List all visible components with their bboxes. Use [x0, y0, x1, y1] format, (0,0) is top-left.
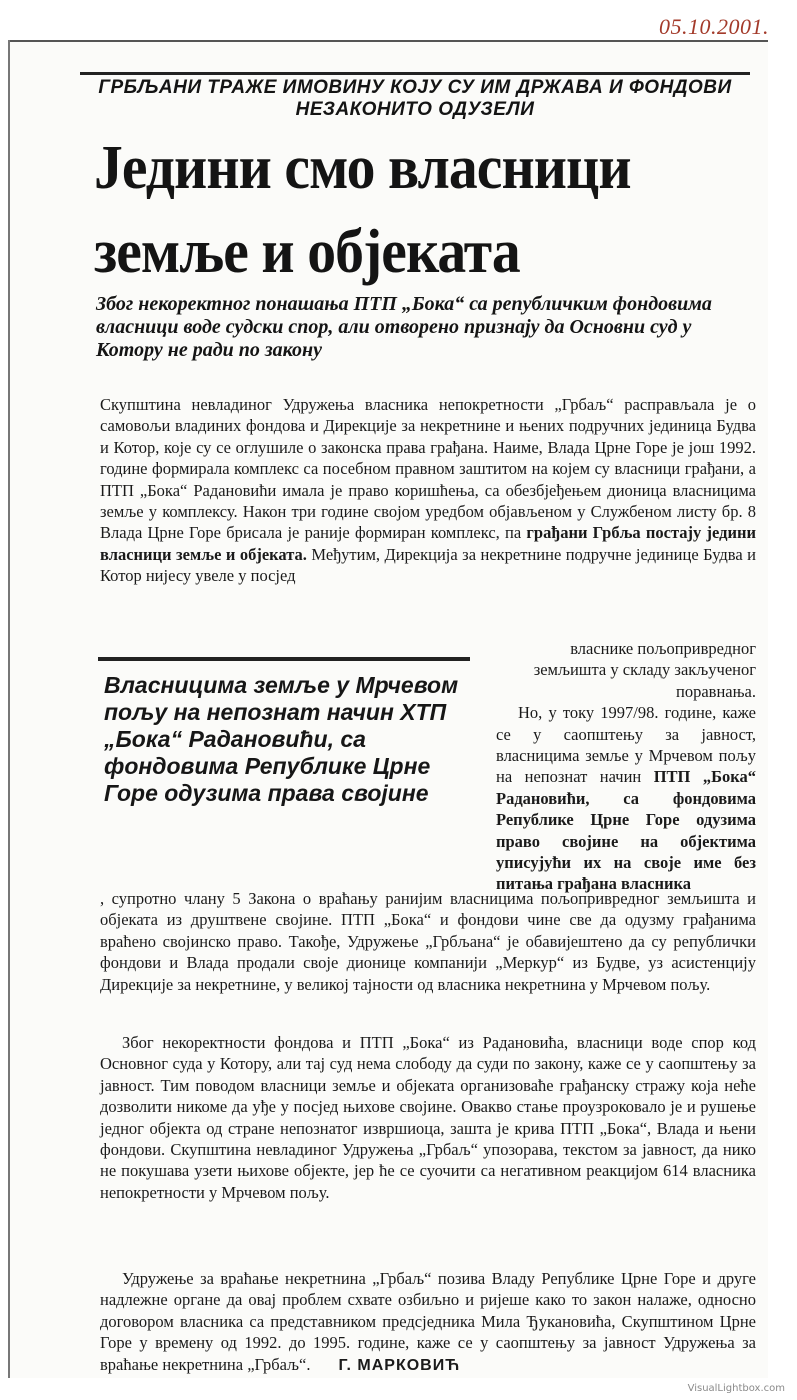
paragraph-1 [100, 394, 756, 587]
paragraph-1-bold: грађани Грбља постају једини власници земље и објеката. [100, 523, 756, 564]
right-column-continuation: власнике пољопривредног земљишта у складу закљученог поравнања. [533, 639, 756, 701]
clipping-date: 05.10.2001. [659, 14, 769, 39]
pullquote-rule [98, 657, 470, 661]
right-column [496, 638, 756, 895]
watermark: VisualLightbox.com [687, 1383, 785, 1394]
paragraph-5-text: Удружење за враћање некретнина „Грбаљ“ позива Владу Републике Црне Горе и друге надлежне органе да овај проблем схвате озбиљно и ријеше како то закон налаже, односно договором власника са представником предсједника Мила Ђукановића, Скупштином Црне Горе у времену од 1992. до 1995. године, каже се у саопштењу за јавност Удружења за враћање некретнина „Грбаљ“. [100, 1269, 756, 1374]
paragraph-5 [100, 1268, 756, 1376]
pullquote: Власницима земље у Мрчевом пољу на непознат начин ХТП „Бока“ Радановићи, са фондовима Републике Црне Горе одузима права својине [104, 672, 459, 806]
right-column-bold: ПТП „Бока“ Радановићи, са фондовима Републике Црне Горе одузима право својине на објектима уписујући их на своје име без питања грађана власника [496, 767, 757, 894]
paragraph-1-text-a: Скупштина невладиног Удружења власника непокретности „Грбаљ“ расправљала је о самовољи владиних фондова и Дирекције за некретнине и њених подручних јединица Будва и Котор, које су се оглушиле о законска права грађана. Наиме, Влада Црне Горе је још 1992. године формирала комплекс са посебном правном заштитом на којем су власници грађани, а ПТП „Бока“ Радановићи имала је право коришћења, са обезбјеђењем дионица власницима земље у комплексу. Након три године својом уредбом објављеном у Службеном листу бр. 8 Влада Црне Горе брисала је раније формиран комплекс, па [100, 395, 756, 543]
paragraph-1-text-b: Међутим, Дирекција за некретнине подручне јединице Будва и Котор нијесу увеле у посјед [100, 544, 756, 586]
clipping-edge-left [8, 40, 10, 1378]
right-column-paragraph [496, 702, 756, 895]
article-kicker: ГРБЉАНИ ТРАЖЕ ИМОВИНУ КОЈУ СУ ИМ ДРЖАВА И ФОНДОВИ НЕЗАКОНИТО ОДУЗЕЛИ [80, 72, 750, 121]
right-column-text: Но, у току 1997/98. године, каже се у саопштењу за јавност, власницима земље у Мрчевом пољу на непознат начин [496, 703, 756, 787]
article-subhead: Због некоректног понашања ПТП „Бока“ са републичким фондовима власници воде судски спор, али отворено признају да Основни суд у Котору не ради по закону [96, 293, 712, 361]
clipping-edge-top [8, 40, 768, 42]
article-headline: Једини смо власници земље и објеката [94, 134, 631, 286]
paragraph-4: Због некоректности фондова и ПТП „Бока“ из Радановића, власници воде спор код Основног суда у Котору, али тај суд нема слободу да суди по закону, каже се у саопштењу за јавност. Тим поводом власници земље и објеката организоваће грађанску стражу која неће дозволити никоме да уђе у посјед њихове својине. Овакво стање проузроковало је и рушење једног објекта од стране непознатог извршиоца, зашта је крива ПТП „Бока“, Влада и њени фондови. Скупштина невладиног Удружења „Грбаљ“ упозорава, текстом за јавност, да нико не покушава узети њихове објекте, јер ће се суочити са негативном реакцијом 614 власника непокретности у Мрчевом пољу. [100, 1033, 756, 1202]
paragraph-3: , супротно члану 5 Закона о враћању ранијим власницима пољопривредног земљишта и објеката из друштвене својине. ПТП „Бока“ и фондови чине све да одузму грађанима враћено својинско право. Такође, Удружење „Грбљана“ је обавијештено да су републички фондови и Влада продали своје дионице компанији „Меркур“ из Будве, уз асистенцију Дирекције за некретнине, у великој тајности од власника некретнина у Мрчевом пољу. [100, 889, 756, 994]
author-byline: Г. МАРКОВИЋ [338, 1356, 461, 1374]
